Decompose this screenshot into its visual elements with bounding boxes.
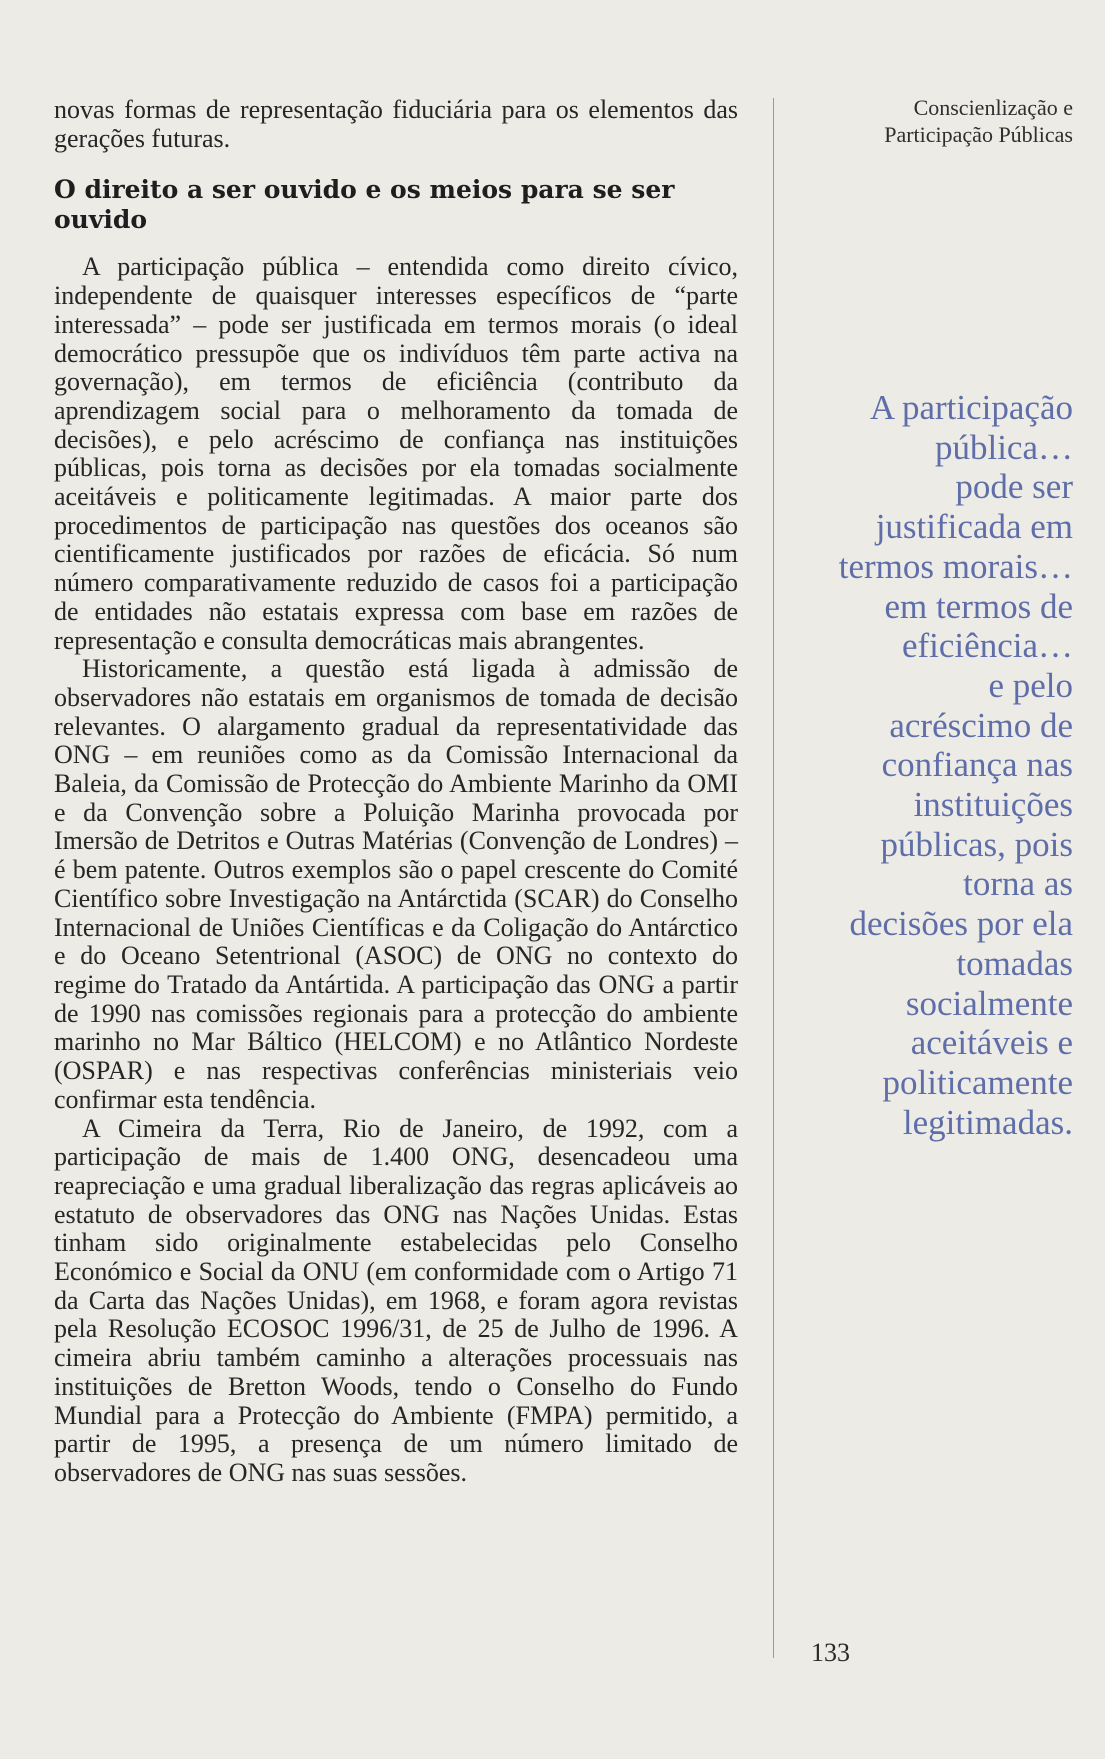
pull-quote-line: pode ser [955, 467, 1073, 507]
intro-paragraph: novas formas de representação fiduciária para os elementos das gerações futuras. [54, 95, 738, 153]
pull-quote-line: e pelo [988, 665, 1073, 705]
paragraph-history: Historicamente, a questão está ligada à admissão de observadores não estatais em organismos de tomada de decisão relevantes. O alargamento gradual da representatividade das ONG – em reuniões como as da Comissão Internacional da Baleia, da Comissão de Protecção do Ambiente Marinho da OMI e da Convenção sobre a Poluição Marinha provocada por Imersão de Detritos e Outras Matérias (Convenção de Londres) – é bem patente. Outros exemplos são o papel crescente do Comité Científico sobre Investigação na Antárctida (SCAR) do Conselho Internacional de Uniões Científicas e da Coligação do Antárctico e do Oceano Setentrional (ASOC) de ONG no contexto do regime do Tratado da Antártida. A participação das ONG a partir de 1990 nas comissões regionais para a protecção do ambiente marinho no Mar Báltico (HELCOM) e no Atlântico Nordeste (OSPAR) e nas respectivas conferências ministeriais veio confirmar esta tendência. [54, 654, 738, 1114]
pull-quote-line: confiança nas [881, 745, 1073, 785]
pull-quote-line: decisões por ela [849, 904, 1073, 944]
running-head-line-2: Participação Públicas [884, 122, 1073, 147]
pull-quote-line: justificada em [875, 507, 1073, 547]
paragraph-earth-summit: A Cimeira da Terra, Rio de Janeiro, de 1992, com a participação de mais de 1.400 ONG, desencadeou uma reapreciação e uma gradual liberalização das regras aplicáveis ao estatuto de observadores das ONG nas Nações Unidas. Estas tinham sido originalmente estabelecidas pelo Conselho Económico e Social da ONU (em conformidade com o Artigo 71 da Carta das Nações Unidas), em 1968, e foram agora revistas pela Resolução ECOSOC 1996/31, de 25 de Julho de 1996. A cimeira abriu também caminho a alterações processuais nas instituições de Bretton Woods, tendo o Conselho do Fundo Mundial para a Protecção do Ambiente (FMPA) permitido, a partir de 1995, a presença de um número limitado de observadores de ONG nas suas sessões. [54, 1113, 738, 1487]
pull-quote-line: acréscimo de [889, 705, 1073, 745]
pull-quote-line: públicas, pois [880, 824, 1073, 864]
pull-quote-line: socialmente [905, 983, 1073, 1023]
pull-quote-line: tomadas [956, 943, 1073, 983]
paragraph-participation: A participação pública – entendida como direito cívico, independente de quaisquer interesses específicos de “parte interessada” – pode ser justificada em termos morais (o ideal democrático pressupõe que os indivíduos têm parte activa na governação), em termos de eficiência (contributo da aprendizagem social para o melhoramento da tomada de decisões), e pelo acréscimo de confiança nas instituições públicas, pois torna as decisões por ela tomadas socialmente aceitáveis e politicamente legitimadas. A maior parte dos procedimentos de participação nas questões dos oceanos são cientificamente justificados por razões de eficácia. Só num número comparativamente reduzido de casos foi a participação de entidades não estatais expressa com base em razões de representação e consulta democráticas mais abrangentes. [54, 252, 738, 655]
pull-quote-line: termos morais… [838, 546, 1073, 586]
pull-quote [773, 388, 1073, 1142]
pull-quote-line: legitimadas. [902, 1102, 1073, 1142]
main-text-column [54, 96, 738, 1488]
pull-quote-line: politicamente [882, 1062, 1073, 1102]
running-head-line-1: Conscienlização e [913, 95, 1073, 120]
pull-quote-line: A participação [869, 388, 1073, 427]
pull-quote-line: torna as [963, 864, 1073, 904]
running-head [773, 94, 1073, 148]
pull-quote-line: pública… [934, 427, 1073, 467]
page-number: 133 [811, 1638, 850, 1667]
pull-quote-line: instituições [913, 785, 1073, 825]
pull-quote-line: em termos de [884, 586, 1073, 626]
pull-quote-line: eficiência… [901, 626, 1073, 666]
pull-quote-line: aceitáveis e [910, 1023, 1073, 1063]
section-heading: O direito a ser ouvido e os meios para se ser ouvido [54, 175, 675, 235]
